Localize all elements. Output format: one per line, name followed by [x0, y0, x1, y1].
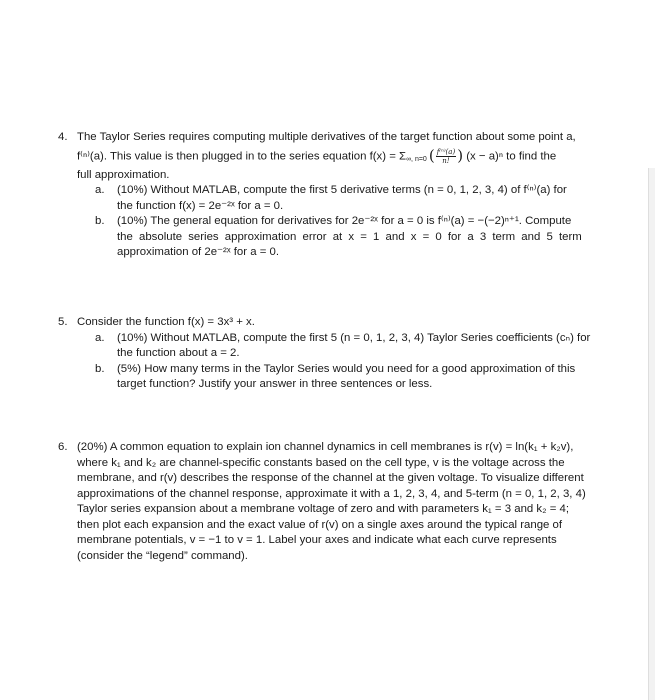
subquestion-5a	[95, 331, 628, 362]
scrollbar[interactable]	[648, 168, 655, 700]
subquestion-text-line: the function about a = 2.	[117, 347, 240, 359]
question-text-line: approximations of the channel response, approximate it with a 1, 2, 3, 4, and 5-term (n = 0, 1, 2, 3, 4)	[77, 487, 586, 500]
question-5	[58, 315, 628, 393]
subquestion-text-line: approximation of 2e⁻²ˣ for a = 0.	[117, 246, 280, 259]
series-equation-line: f⁽ⁿ⁾(a). This value is then plugged in to the series equation f(x) = Σ∞, n=0 ( $\frac{\text{f⁽ⁿ⁾(a)}}{n!}$ ) (x − a)ⁿ to find the	[77, 146, 557, 165]
subquestion-letter: a.	[95, 331, 105, 344]
question-text-line: membrane potentials, v = −1 to v = 1. Label your axes and indicate what each curve represents	[77, 534, 557, 546]
question-text-line: where k₁ and k₂ are channel-specific constants based on the cell type, v is the voltage across the	[77, 456, 565, 469]
subquestion-text-line: (5%) How many terms in the Taylor Series would you need for a good approximation of this	[117, 362, 576, 375]
question-text-line: Taylor series expansion about a membrane voltage of zero and with parameters k₁ = 3 and k₂ = 4;	[77, 503, 570, 515]
subquestion-4a	[95, 183, 628, 214]
question-text-line: (x − a)ⁿ to find the	[466, 150, 557, 163]
question-number: 4.	[58, 131, 68, 143]
subquestion-text-line: (10%) Without MATLAB, compute the first 5 (n = 0, 1, 2, 3, 4) Taylor Series coefficients (cₙ) for	[117, 331, 591, 344]
question-text-line: The Taylor Series requires computing multiple derivatives of the target function about some point a,	[77, 131, 576, 143]
question-text-line: full approximation.	[77, 168, 170, 181]
question-4	[58, 130, 628, 261]
question-number: 5.	[58, 316, 68, 328]
subquestion-text-line: the absolute series approximation error at x = 1 and x = 0 for a 3 term and 5 term	[117, 230, 582, 243]
subquestion-letter: b.	[95, 215, 105, 228]
subquestion-4b	[95, 214, 628, 261]
subquestion-text-line: (10%) Without MATLAB, compute the first 5 derivative terms (n = 0, 1, 2, 3, 4) of f⁽ⁿ⁾(a) for	[117, 184, 567, 197]
subquestion-letter: b.	[95, 362, 105, 375]
subquestion-text-line: target function? Justify your answer in three sentences or less.	[117, 378, 433, 390]
question-number: 6.	[58, 441, 68, 453]
question-text-line: Consider the function f(x) = 3x³ + x.	[77, 316, 255, 328]
question-6	[58, 440, 628, 564]
subquestion-text-line: the function f(x) = 2e⁻²ˣ for a = 0.	[117, 199, 284, 212]
fraction-denominator: n!	[442, 156, 450, 165]
fraction	[436, 148, 457, 165]
sum-limits: ∞, n=0	[406, 156, 427, 164]
subquestion-text-line: (10%) The general equation for derivatives for 2e⁻²ˣ for a = 0 is f⁽ⁿ⁾(a) = −(−2)ⁿ⁺¹. Compute	[117, 215, 572, 228]
question-text-line: f⁽ⁿ⁾(a). This value is then plugged in to the series equation f(x) = Σ	[77, 150, 407, 163]
question-text-line: membrane, and r(v) describes the response of the channel at the given voltage. To visualize different	[77, 472, 584, 484]
subquestion-5b	[95, 362, 628, 393]
question-text-line: (20%) A common equation to explain ion channel dynamics in cell membranes is r(v) = ln(k₁ + k₂v),	[77, 441, 574, 453]
question-text-line: (consider the “legend” command).	[77, 549, 248, 562]
fraction-numerator: f⁽ⁿ⁾(a)	[436, 147, 456, 156]
subquestion-letter: a.	[95, 184, 105, 197]
question-text-line: then plot each expansion and the exact value of r(v) on a single axes around the typical range of	[77, 518, 563, 531]
